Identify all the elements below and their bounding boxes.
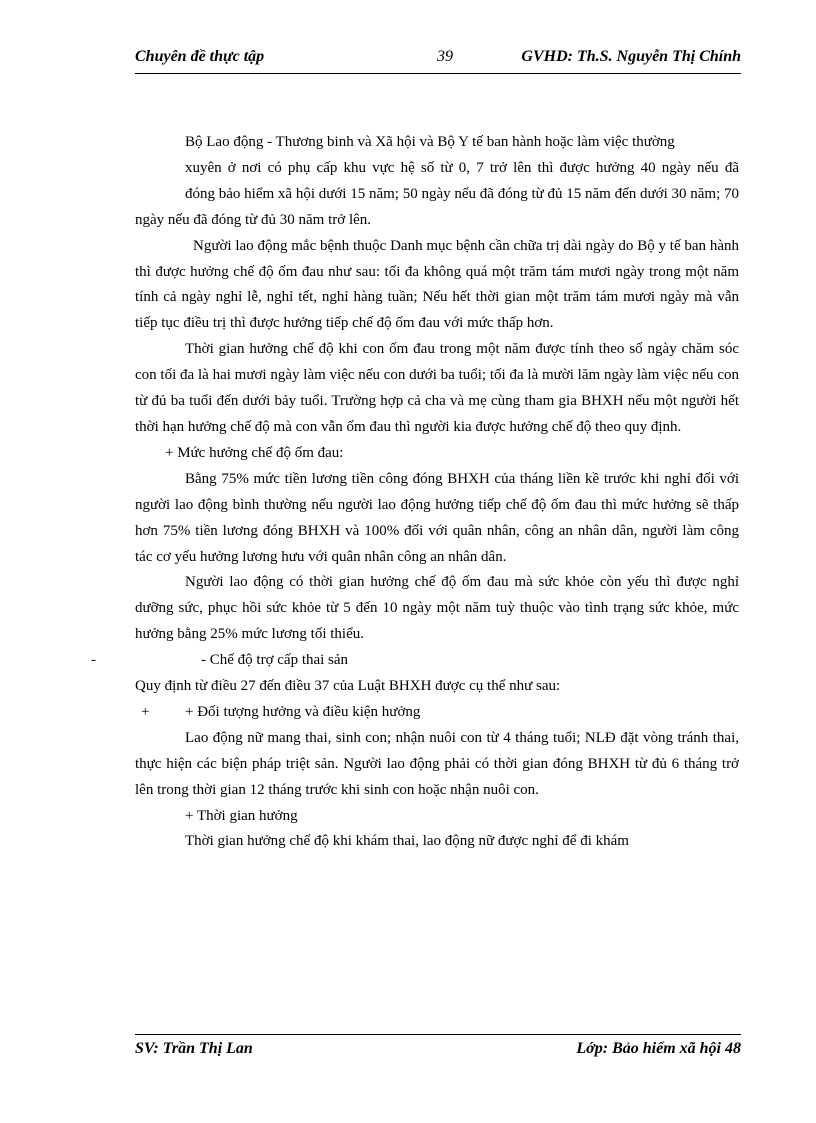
paragraph-3: Thời gian hưởng chế độ khi con ốm đau trong một năm được tính theo số ngày chăm sóc con tối đa là hai mươi ngày làm việc nếu con dưới ba tuổi; tối đa là mười lăm ngày làm việc nếu con từ đủ ba tuổi đến dưới bảy tuổi. Trường hợp cả cha và mẹ cùng tham gia BHXH nếu một người hết thời hạn hưởng chế độ mà con vẫn ốm đau thì người kia được hưởng chế độ theo quy định. [135,341,739,435]
heading-doi-tuong-text: + Đối tượng hưởng và điều kiện hưởng [185,703,421,720]
paragraph-4: Bằng 75% mức tiền lương tiền công đóng BHXH của tháng liền kề trước khi nghỉ đối với người lao động bình thường nếu người lao động hưởng tiếp chế độ ốm đau thì mức hưởng sẽ thấp hơn 75% tiền lương đóng BHXH và 100% đối với quân nhân, công an nhân dân, người làm công tác cơ yếu hưởng lương hưu với quân nhân công an nhân dân. [135,470,739,565]
paragraph-6: Quy định từ điều 27 đến điều 37 của Luật BHXH được cụ thể như sau: [135,678,561,695]
header-divider [135,73,741,74]
page-number: 39 [437,48,453,65]
heading-thoi-gian: + Thời gian hưởng [185,807,298,824]
document-body [91,130,739,855]
heading-muc-huong: + Mức hưởng chế độ ốm đau: [165,444,344,461]
paragraph-2: Người lao động mắc bệnh thuộc Danh mục bệnh cần chữa trị dài ngày do Bộ y tế ban hành thì được hưởng chế độ ốm đau như sau: tối đa không quá một trăm tám mươi ngày trong một năm tính cả ngày nghỉ lễ, nghỉ tết, nghỉ hàng tuần; Nếu hết thời gian một trăm tám mươi ngày mà vẫn tiếp tục điều trị thì được hưởng tiếp chế độ ốm đau với mức thấp hơn. [135,237,739,332]
heading-doi-tuong [135,700,739,726]
paragraph-7: Lao động nữ mang thai, sinh con; nhận nuôi con từ 4 tháng tuổi; NLĐ đặt vòng tránh thai, thực hiện các biện pháp triệt sản. Người lao động phải có thời gian đóng BHXH từ đủ 6 tháng trở lên trong thời gian 12 tháng trước khi sinh con hoặc nhận nuôi con. [135,729,739,798]
paragraph-5: Người lao động có thời gian hưởng chế độ ốm đau mà sức khỏe còn yếu thì được nghỉ dưỡng sức, phục hồi sức khỏe từ 5 đến 10 ngày một năm tuỳ thuộc vào tình trạng sức khỏe, mức hưởng bằng 25% mức lương tối thiểu. [135,574,739,643]
heading-thai-san-text: - Chế độ trợ cấp thai sản [201,652,349,669]
paragraph-1a: Bộ Lao động - Thương binh và Xã hội và Bộ Y tế ban hành hoặc làm việc thường [185,134,675,150]
page-header [135,48,741,72]
list-plus-marker: + [141,703,150,720]
header-title: Chuyên đề thực tập [135,48,265,65]
paragraph-8: Thời gian hưởng chế độ khi khám thai, lao động nữ được nghỉ để đi khám [185,833,629,850]
footer-student: SV: Trần Thị Lan [135,1040,253,1057]
header-supervisor: GVHD: Th.S. Nguyễn Thị Chính [521,48,741,65]
paragraph-1c: đóng bảo hiểm xã hội dưới 15 năm; 50 ngày nếu đã đóng từ đủ 15 năm đến dưới 30 năm; 70 ngày nếu đã đóng từ đủ 30 năm trở lên. [135,185,739,228]
paragraph-1b: xuyên ở nơi có phụ cấp khu vực hệ số từ 0, 7 trở lên thì được hưởng 40 ngày nếu đã [185,159,739,176]
heading-thai-san [91,648,739,674]
footer-class: Lớp: Bảo hiểm xã hội 48 [576,1040,741,1057]
list-dash-marker: - [91,652,96,669]
page-footer [135,1040,741,1064]
footer-divider [135,1034,741,1035]
